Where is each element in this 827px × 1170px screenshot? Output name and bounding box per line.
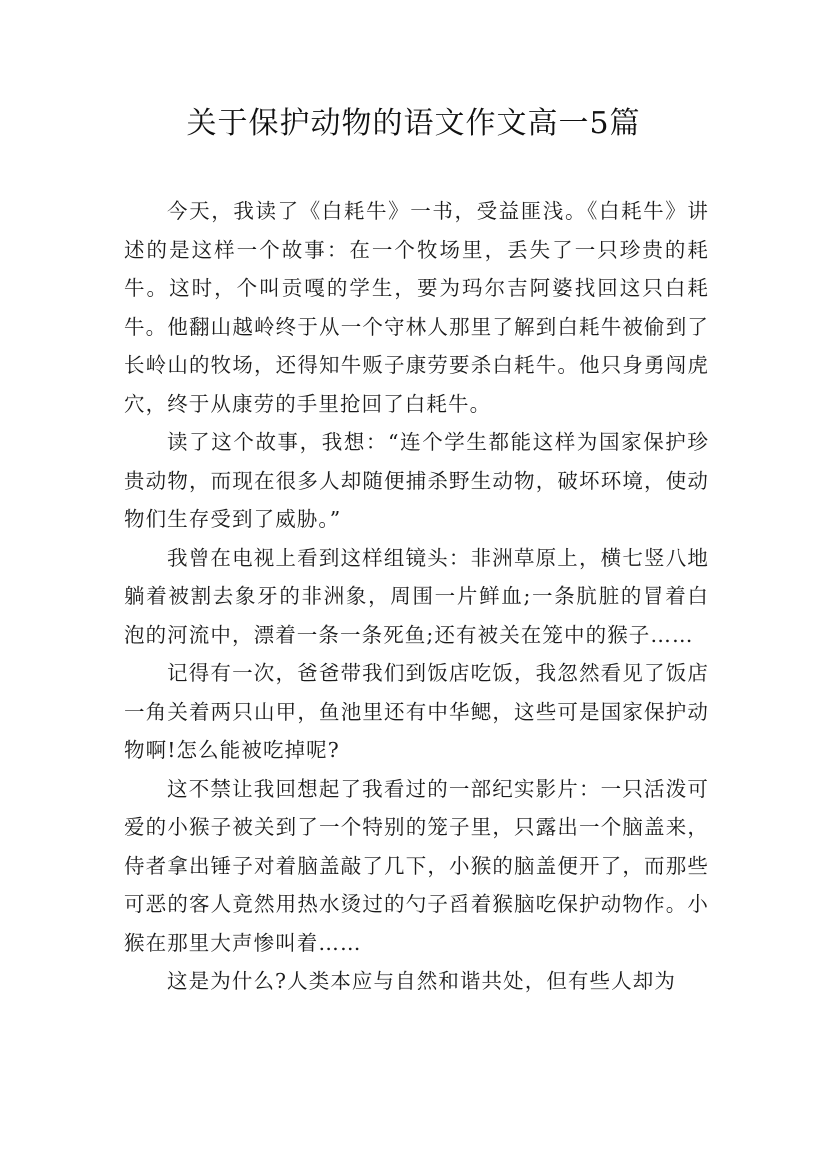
- document-body: [124, 192, 709, 1001]
- paragraph-3: 我曾在电视上看到这样组镜头：非洲草原上，横七竖八地躺着被割去象牙的非洲象，周围一片鲜血;一条肮脏的冒着白泡的河流中，漂着一条一条死鱼;还有被关在笼中的猴子……: [124, 545, 709, 647]
- paragraph-6: 这是为什么?人类本应与自然和谐共处，但有些人却为: [167, 969, 676, 993]
- paragraph-4: 记得有一次，爸爸带我们到饭店吃饭，我忽然看见了饭店一角关着两只山甲，鱼池里还有中华鳃，这些可是国家保护动物啊!怎么能被吃掉呢?: [124, 661, 709, 762]
- paragraph-2: 读了这个故事，我想：“连个学生都能这样为国家保护珍贵动物，而现在很多人却随便捕杀野生动物，破坏环境，使动物们生存受到了威胁。”: [124, 430, 709, 531]
- document-title: 关于保护动物的语文作文高一5篇: [186, 106, 641, 141]
- paragraph-1: 今天，我读了《白耗牛》一书，受益匪浅。《白耗牛》讲述的是这样一个故事：在一个牧场里，丢失了一只珍贵的耗牛。这时，个叫贡嘎的学生，要为玛尔吉阿婆找回这只白耗牛。他翻山越岭终于从一个守林人那里了解到白耗牛被偷到了长岭山的牧场，还得知牛贩子康劳要杀白耗牛。他只身勇闯虎穴，终于从康劳的手里抢回了白耗牛。: [124, 199, 709, 416]
- paragraph-5: 这不禁让我回想起了我看过的一部纪实影片：一只活泼可爱的小猴子被关到了一个特别的笼子里，只露出一个脑盖来，侍者拿出锤子对着脑盖敲了几下，小猴的脑盖便开了，而那些可恶的客人竟然用热水烫过的勺子舀着猴脑吃保护动物作。小猴在那里大声惨叫着……: [124, 776, 709, 955]
